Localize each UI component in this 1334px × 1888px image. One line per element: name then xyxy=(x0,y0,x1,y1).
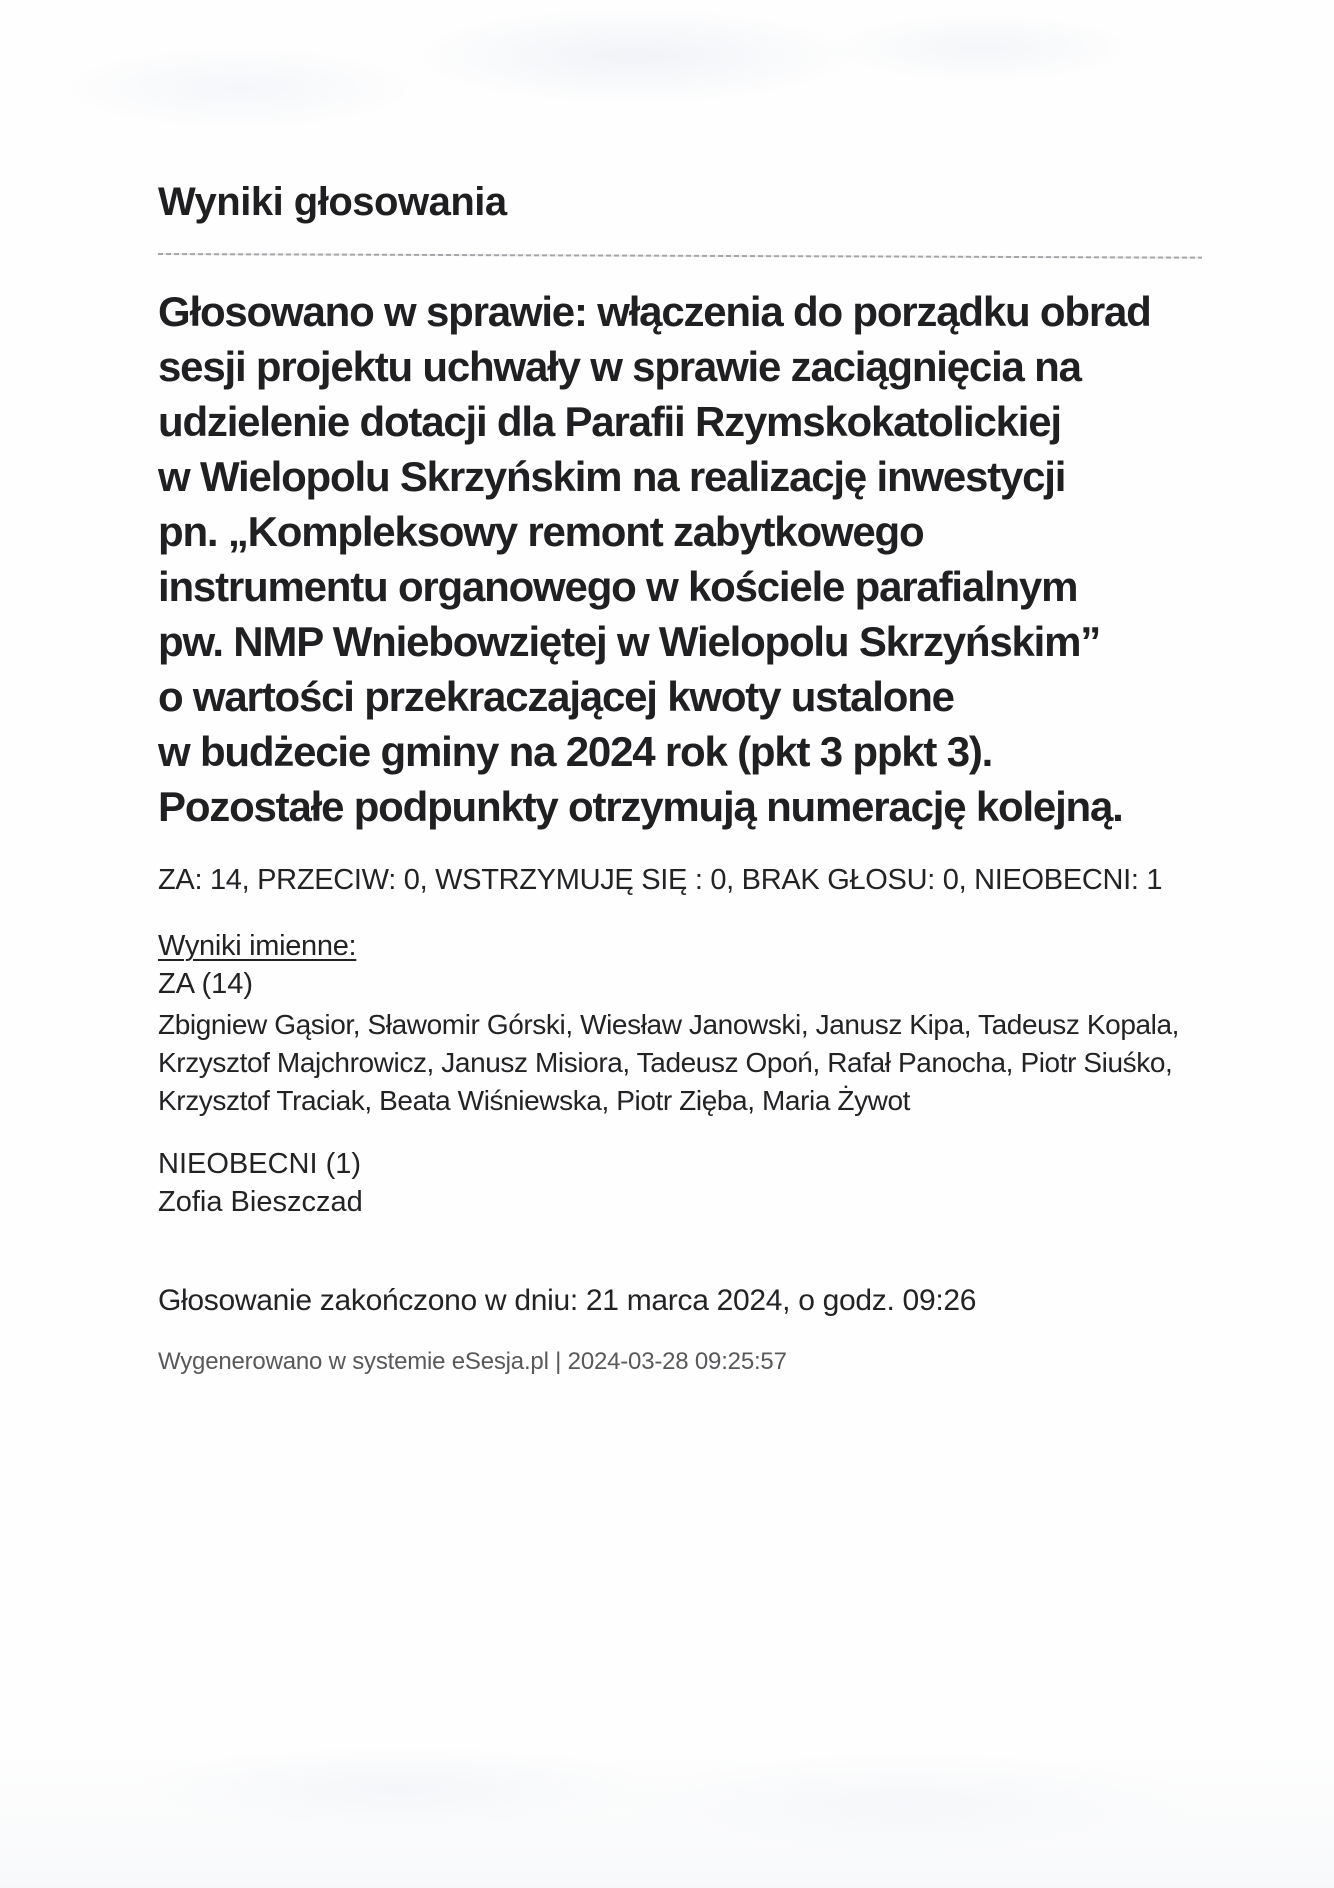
za-voter-names-line: Zbigniew Gąsior, Sławomir Górski, Wiesław Janowski, Janusz Kipa, Tadeusz Kopala, xyxy=(158,1009,1180,1040)
za-voter-names xyxy=(158,1006,1179,1120)
vote-subject-line: pw. NMP Wniebowziętej w Wielopolu Skrzyńskim” xyxy=(158,618,1101,665)
vote-subject-line: pn. „Kompleksowy remont zabytkowego xyxy=(158,508,924,555)
vote-subject-line: w budżecie gminy na 2024 rok (pkt 3 ppkt 3). xyxy=(158,728,993,775)
absent-section-heading: NIEOBECNI (1) xyxy=(158,1148,362,1180)
page-title: Wyniki głosowania xyxy=(158,180,507,224)
vote-subject-line: o wartości przekraczającej kwoty ustalone xyxy=(158,673,954,720)
vote-subject xyxy=(158,284,1151,834)
za-voter-names-line: Krzysztof Traciak, Beata Wiśniewska, Piotr Zięba, Maria Żywot xyxy=(158,1085,911,1116)
za-voter-names-line: Krzysztof Majchrowicz, Janusz Misiora, Tadeusz Opoń, Rafał Panocha, Piotr Siuśko, xyxy=(158,1047,1173,1078)
title-divider xyxy=(158,253,1202,259)
absent-voter-name: Zofia Bieszczad xyxy=(158,1186,363,1218)
vote-subject-line: instrumentu organowego w kościele parafialnym xyxy=(158,563,1078,610)
vote-subject-line: w Wielopolu Skrzyńskim na realizację inwestycji xyxy=(158,453,1066,500)
vote-subject-line: udzielenie dotacji dla Parafii Rzymskokatolickiej xyxy=(158,398,1061,445)
vote-subject-line: sesji projektu uchwały w sprawie zaciągnięcia na xyxy=(158,343,1081,390)
vote-summary: ZA: 14, PRZECIW: 0, WSTRZYMUJĘ SIĘ : 0, BRAK GŁOSU: 0, NIEOBECNI: 1 xyxy=(158,864,1163,896)
vote-closed-timestamp: Głosowanie zakończono w dniu: 21 marca 2024, o godz. 09:26 xyxy=(158,1284,977,1317)
za-section-heading: ZA (14) xyxy=(158,968,254,1000)
vote-subject-line: Głosowano w sprawie: włączenia do porządku obrad xyxy=(158,288,1151,335)
generated-footer: Wygenerowano w systemie eSesja.pl | 2024-03-28 09:25:57 xyxy=(158,1348,787,1375)
scan-smudge-top xyxy=(30,0,1190,160)
vote-subject-line: Pozostałe podpunkty otrzymują numerację kolejną. xyxy=(158,783,1123,830)
named-results-heading: Wyniki imienne: xyxy=(158,930,357,962)
scan-smudge-bottom xyxy=(0,1745,1334,1888)
